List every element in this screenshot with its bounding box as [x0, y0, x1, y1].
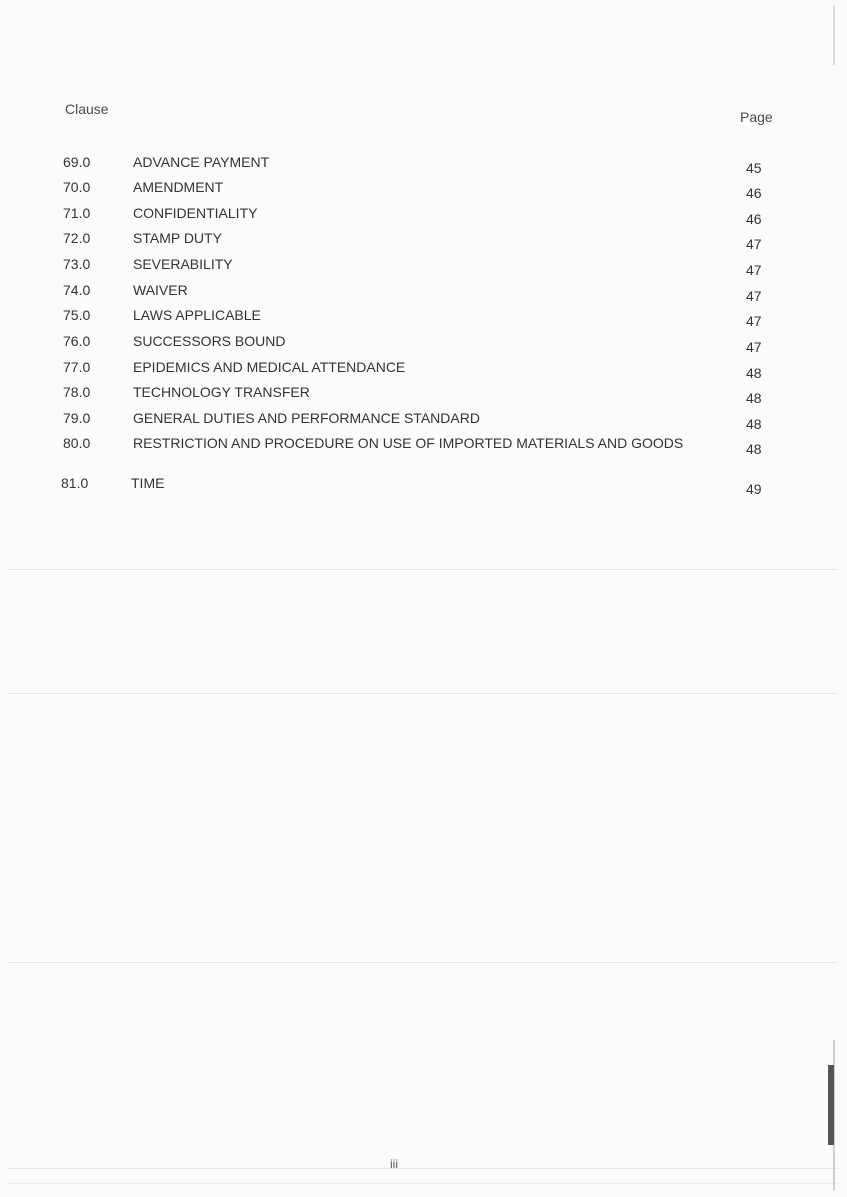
clause-page: 46 [746, 185, 762, 201]
clause-page: 45 [746, 160, 762, 176]
toc-entry [0, 154, 847, 178]
clause-page: 49 [746, 481, 762, 497]
clause-title: LAWS APPLICABLE [133, 307, 261, 323]
scan-line [8, 962, 838, 963]
scan-line [8, 1168, 838, 1169]
toc-entry [0, 230, 847, 254]
scan-line [8, 569, 838, 570]
scan-mark [828, 1065, 834, 1145]
clause-number: 79.0 [63, 410, 91, 426]
toc-entry [0, 435, 847, 471]
clause-title: AMENDMENT [133, 179, 224, 195]
page-column-header: Page [740, 109, 773, 125]
clause-page: 48 [746, 365, 762, 381]
toc-entry [0, 179, 847, 203]
toc-entry [0, 333, 847, 357]
clause-number: 80.0 [63, 435, 91, 451]
scan-edge [833, 5, 835, 65]
toc-entry [0, 256, 847, 280]
clause-page: 48 [746, 416, 762, 432]
toc-entry [0, 205, 847, 229]
clause-title: RESTRICTION AND PROCEDURE ON USE OF IMPORTED MATERIALS AND GOODS [133, 435, 684, 451]
clause-title: GENERAL DUTIES AND PERFORMANCE STANDARD [133, 410, 480, 426]
clause-title: TECHNOLOGY TRANSFER [133, 384, 310, 400]
clause-number: 81.0 [61, 475, 89, 491]
clause-number: 69.0 [63, 154, 91, 170]
clause-page: 48 [746, 390, 762, 406]
toc-entry [0, 384, 847, 408]
clause-title: CONFIDENTIALITY [133, 205, 258, 221]
clause-title: TIME [131, 475, 165, 491]
clause-page: 48 [746, 441, 762, 457]
toc-entry [0, 359, 847, 383]
scan-line [8, 1183, 838, 1184]
toc-entry [0, 475, 847, 499]
clause-page: 47 [746, 288, 762, 304]
clause-page: 47 [746, 313, 762, 329]
clause-number: 72.0 [63, 230, 91, 246]
clause-title: SEVERABILITY [133, 256, 233, 272]
clause-number: 76.0 [63, 333, 91, 349]
clause-page: 47 [746, 262, 762, 278]
clause-title: STAMP DUTY [133, 230, 222, 246]
toc-entry [0, 282, 847, 306]
clause-page: 47 [746, 236, 762, 252]
clause-page: 47 [746, 339, 762, 355]
clause-number: 73.0 [63, 256, 91, 272]
clause-title: WAIVER [133, 282, 188, 298]
clause-number: 71.0 [63, 205, 91, 221]
scan-line [8, 693, 838, 694]
clause-title: EPIDEMICS AND MEDICAL ATTENDANCE [133, 359, 406, 375]
toc-entry [0, 410, 847, 434]
clause-number: 78.0 [63, 384, 91, 400]
clause-title: ADVANCE PAYMENT [133, 154, 270, 170]
clause-number: 74.0 [63, 282, 91, 298]
clause-title: SUCCESSORS BOUND [133, 333, 286, 349]
clause-number: 70.0 [63, 179, 91, 195]
clause-column-header: Clause [65, 101, 109, 117]
footer-page-number: iii [390, 1157, 398, 1171]
toc-entry [0, 307, 847, 331]
clause-number: 75.0 [63, 307, 91, 323]
clause-number: 77.0 [63, 359, 91, 375]
clause-page: 46 [746, 211, 762, 227]
